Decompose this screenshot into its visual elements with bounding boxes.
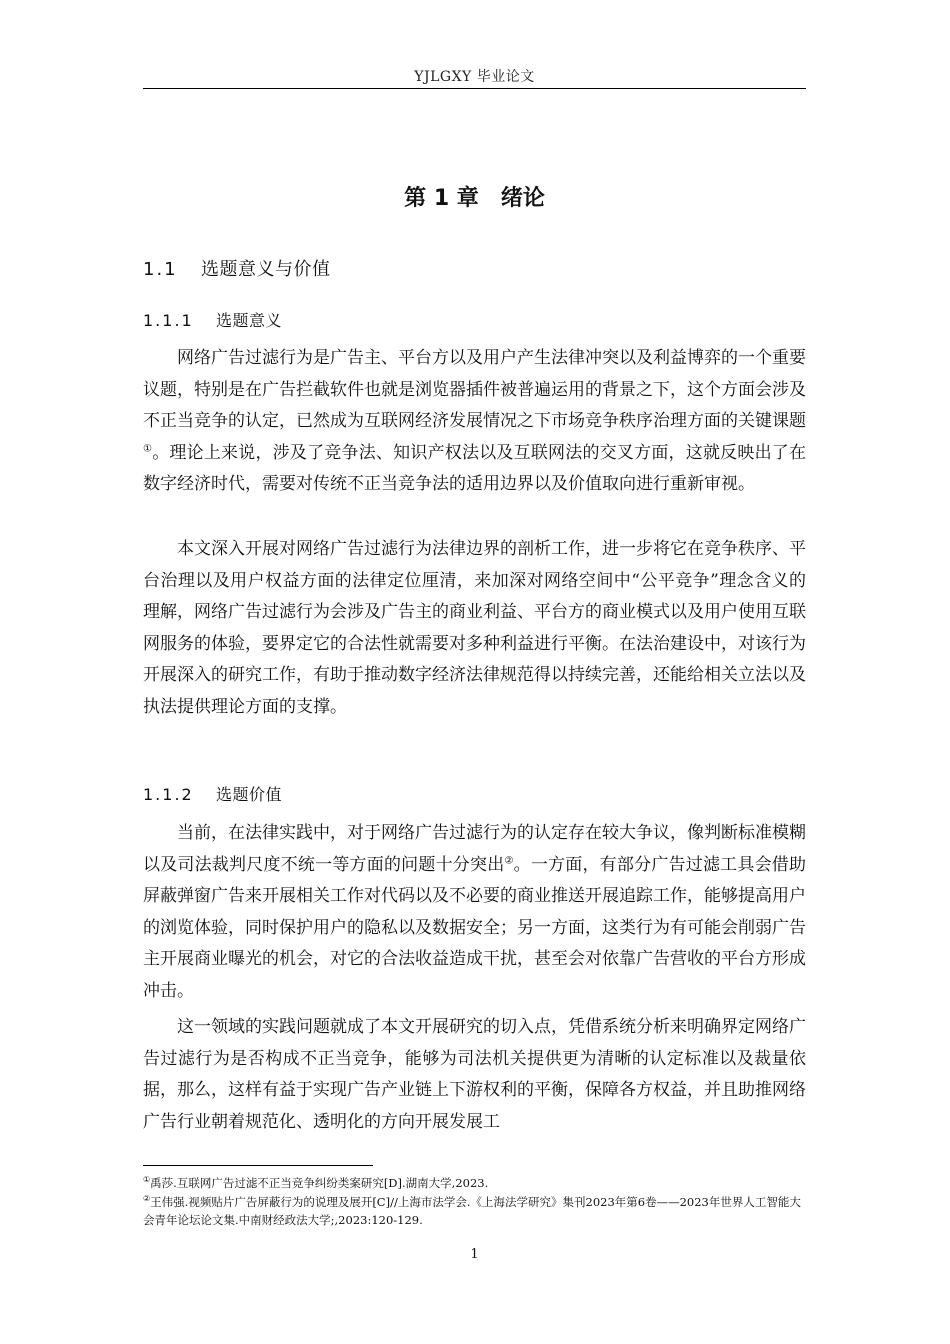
paragraph-text: 。一方面，有部分广告过滤工具会借助屏蔽弹窗广告来开展相关工作对代码以及不必要的商业推送开展追踪工作，能够提高用户的浏览体验，同时保护用户的隐私以及数据安全；另一方面，这类行为有可能会削弱广告主开展商业曝光的机会，对它的合法收益造成干扰，甚至会对依靠广告营收的平台方形成冲击。: [143, 854, 807, 1001]
paragraph-text: 当前，在法律实践中，对于网络广告过滤行为的认定存在较大争议，像判断标准模糊以及司法裁判尺度不统一等方面的问题十分突出: [143, 823, 806, 875]
page-number: 1: [470, 1247, 479, 1262]
footnote-ref-2[interactable]: ②: [504, 854, 514, 866]
footnote-2: [143, 1193, 806, 1229]
footnote-mark: ①: [143, 1175, 151, 1185]
paragraph-4: [143, 1012, 806, 1138]
paragraph-text: 本文深入开展对网络广告过滤行为法律边界的剖析工作，进一步将它在竞争秩序、平台治理以及用户权益方面的法律定位厘清，来加深对网络空间中“公平竞争”理念含义的理解，网络广告过滤行为会涉及广告主的商业利益、平台方的商业模式以及用户使用互联网服务的体验，要界定它的合法性就需要对多种利益进行平衡。在法治建设中，对该行为开展深入的研究工作，有助于推动数字经济法律规范得以持续完善，还能给相关立法以及执法提供理论方面的支撑。: [143, 539, 806, 717]
paragraph-1: [143, 343, 806, 501]
paragraph-2: [143, 534, 806, 723]
section-title: 选题意义与价值: [201, 259, 331, 280]
section-heading-1-1-1: [143, 308, 282, 331]
section-heading-1-1-2: [143, 782, 282, 805]
paragraph-text: 这一领域的实践问题就成了本文开展研究的切入点，凭借系统分析来明确界定网络广告过滤行为是否构成不正当竞争，能够为司法机关提供更为清晰的认定标准以及裁量依据，那么，这样有益于实现广告产业链上下游权利的平衡，保障各方权益，并且助推网络广告行业朝着规范化、透明化的方向开展发展工: [143, 1017, 806, 1132]
chapter-title: [143, 181, 806, 212]
paragraph-text: 。理论上来说，涉及了竞争法、知识产权法以及互联网法的交叉方面，这就反映出了在数字经济时代，需要对传统不正当竞争法的适用边界以及价值取向进行重新审视。: [143, 442, 807, 494]
footnote-mark: ②: [143, 1194, 151, 1204]
footnote-text: 禹莎.互联网广告过滤不正当竞争纠纷类案研究[D].湖南大学,2023.: [150, 1176, 489, 1190]
section-number: 1.1.1: [143, 311, 194, 330]
footnote-ref-1[interactable]: ①: [143, 442, 153, 454]
section-title: 选题意义: [216, 311, 283, 330]
footnote-text: 王伟强.视频贴片广告屏蔽行为的说理及展开[C]//上海市法学会.《上海法学研究》集刊2023年第6卷——2023年世界人工智能大会青年论坛论文集.中南财经政法大学;,2023:120-129.: [143, 1195, 801, 1227]
section-title: 选题价值: [216, 785, 283, 804]
header-divider: [143, 88, 806, 89]
footnote-divider: [143, 1165, 373, 1166]
chapter-name: 绪论: [500, 186, 545, 211]
section-number: 1.1: [143, 259, 178, 280]
chapter-number: 第 1 章: [404, 186, 479, 211]
footnote-1: [143, 1174, 806, 1192]
section-heading-1-1: [143, 255, 331, 281]
page-header: YJLGXY 毕业论文: [414, 69, 535, 85]
section-number: 1.1.2: [143, 785, 194, 804]
paragraph-text: 网络广告过滤行为是广告主、平台方以及用户产生法律冲突以及利益博弈的一个重要议题，特别是在广告拦截软件也就是浏览器插件被普遍运用的背景之下，这个方面会涉及不正当竞争的认定，已然成为互联网经济发展情况之下市场竞争秩序治理方面的关键课题: [143, 348, 806, 431]
paragraph-3: [143, 818, 806, 1007]
